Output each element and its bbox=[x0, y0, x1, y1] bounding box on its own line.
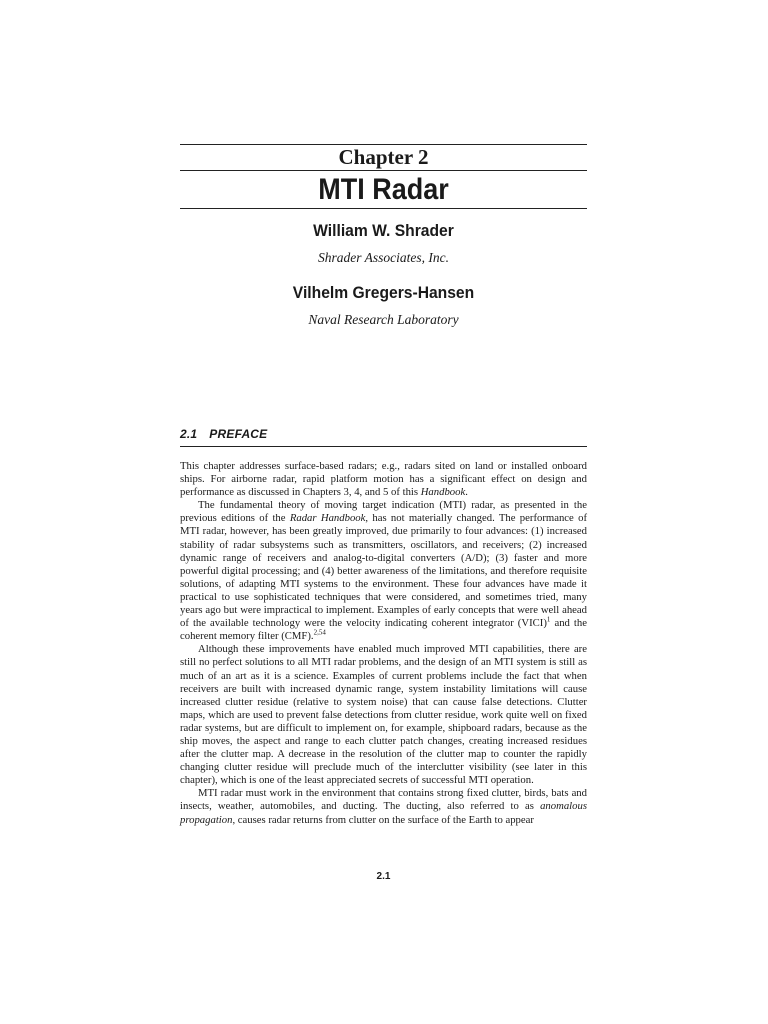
section-number: 2.1 bbox=[180, 427, 198, 441]
section-title: PREFACE bbox=[209, 427, 268, 441]
paragraph: This chapter addresses surface-based radars; e.g., radars sited on land or installed onboard ships. For airborne radar, rapid platform motion has a significant effect on design and performance as discussed in Chapters 3, 4, and 5 of this Handbook. bbox=[180, 460, 587, 499]
title-bottom-rule bbox=[180, 208, 587, 209]
title-top-rule bbox=[180, 170, 587, 171]
body-text bbox=[180, 460, 587, 827]
page-number: 2.1 bbox=[376, 871, 391, 882]
author-affiliation: Shrader Associates, Inc. bbox=[318, 250, 449, 265]
paragraph: The fundamental theory of moving target indication (MTI) radar, as presented in the previous editions of the Radar Handbook, has not materially changed. The performance of MTI radar, however, has been greatly improved, due primarily to four advances: (1) increased stability of radar subsystems such as transmitters, oscillators, and receivers; (2) increased dynamic range of receivers and analog-to-digital converters (A/D); (3) faster and more powerful digital processing; and (4) better awareness of the limitations, and therefore requisite solutions, of adapting MTI systems to the environment. These four advances have made it practical to use sophisticated techniques that were considered, and sometimes tried, many years ago but were impractical to implement. Examples of early concepts that were well ahead of the available technology were the velocity indicating coherent integrator (VICI)$^1$ and the coherent memory filter (CMF).$^{2,54}$ bbox=[180, 499, 587, 643]
paragraph: Although these improvements have enabled much improved MTI capabilities, there are still no perfect solutions to all MTI radar problems, and the design of an MTI system is still as much of an art as it is a science. Examples of current problems include the fact that when receivers are built with increased dynamic range, system instability limitations will cause increased clutter residue (relative to system noise) that can cause false detections. Clutter maps, which are used to prevent false detections from clutter residue, work quite well on fixed radar systems, but are difficult to implement on, for example, shipboard radars, because as the ship moves, the aspect and range to each clutter patch changes, creating increased residues after the clutter map. A decrease in the resolution of the clutter map to counter the rapidly changing clutter residue will preclude much of the interclutter visibility (see later in this chapter), which is one of the least appreciated secrets of successful MTI operation. bbox=[180, 643, 587, 787]
section-heading bbox=[180, 426, 587, 442]
section-rule bbox=[180, 446, 587, 447]
author-name: William W. Shrader bbox=[313, 221, 454, 240]
author-affiliation: Naval Research Laboratory bbox=[308, 312, 459, 327]
paragraph: MTI radar must work in the environment that contains strong fixed clutter, birds, bats and insects, weather, automobiles, and ducting. The ducting, also referred to as anomalous propagation, causes radar returns from clutter on the surface of the Earth to appear bbox=[180, 787, 587, 826]
chapter-label: Chapter 2 bbox=[338, 145, 429, 169]
author-name: Vilhelm Gregers-Hansen bbox=[292, 283, 475, 302]
chapter-title: MTI Radar bbox=[318, 173, 449, 206]
